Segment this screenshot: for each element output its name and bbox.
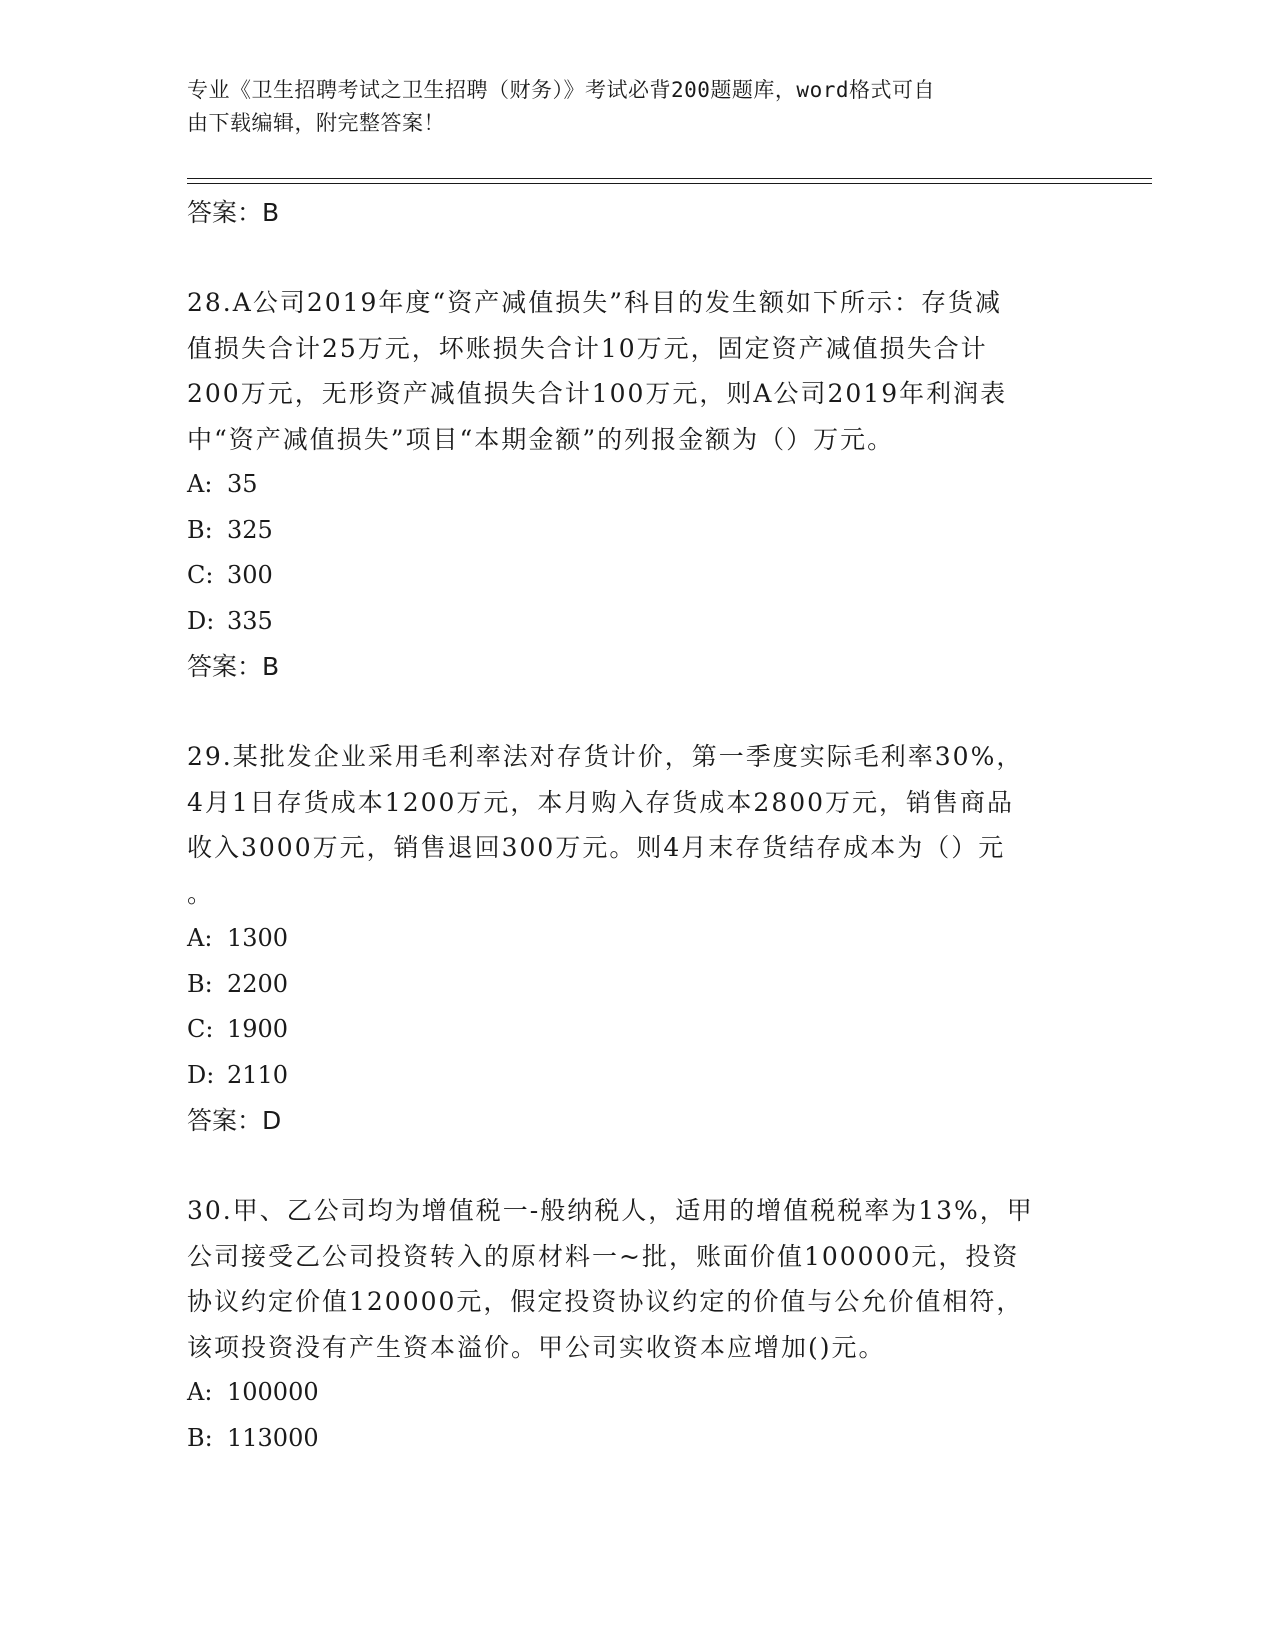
question-line: 28.A公司2019年度“资产减值损失”科目的发生额如下所示：存货减	[187, 288, 1002, 317]
question-line: 200万元，无形资产减值损失合计100万元，则A公司2019年利润表	[187, 379, 1008, 408]
question-29-options	[187, 916, 1087, 1098]
option-b	[187, 508, 1087, 554]
option-value: 1900	[227, 1015, 289, 1043]
header-divider-bottom	[187, 183, 1152, 184]
document-header	[187, 74, 1067, 140]
option-d	[187, 599, 1087, 645]
option-letter: C:	[187, 1015, 214, 1043]
option-c	[187, 1007, 1087, 1053]
question-29-text	[187, 734, 1087, 916]
question-30-options	[187, 1370, 1087, 1461]
option-letter: B:	[187, 515, 213, 544]
option-value: 113000	[227, 1423, 319, 1452]
option-value: 335	[227, 606, 273, 635]
header-line-1: 专业《卫生招聘考试之卫生招聘（财务）》考试必背200题题库，word格式可自	[187, 78, 935, 102]
question-line: 值损失合计25万元，坏账损失合计10万元，固定资产减值损失合计	[187, 333, 988, 363]
option-letter: A:	[187, 1378, 213, 1406]
header-divider-top	[187, 178, 1152, 179]
option-letter: C:	[187, 561, 214, 589]
option-a	[187, 1370, 1087, 1416]
option-value: 2110	[227, 1060, 289, 1089]
option-letter: A:	[187, 924, 213, 952]
answer-line: 答案：B	[187, 198, 280, 227]
question-28-options	[187, 462, 1087, 644]
question-line: 4月1日存货成本1200万元，本月购入存货成本2800万元，销售商品	[187, 787, 1015, 817]
option-value: 300	[227, 561, 273, 589]
question-line: 该项投资没有产生资本溢价。甲公司实收资本应增加()元。	[187, 1332, 886, 1362]
option-value: 325	[227, 515, 273, 544]
option-value: 35	[227, 470, 258, 498]
question-line: 29.某批发企业采用毛利率法对存货计价，第一季度实际毛利率30%，	[187, 742, 1024, 771]
option-b	[187, 962, 1087, 1008]
option-letter: B:	[187, 1423, 213, 1452]
question-30-text	[187, 1188, 1087, 1370]
option-value: 1300	[227, 924, 289, 952]
option-value: 2200	[227, 969, 289, 998]
question-line: 协议约定价值120000元，假定投资协议约定的价值与公允价值相符，	[187, 1287, 1024, 1316]
option-a	[187, 916, 1087, 962]
question-28-answer: 答案：B	[187, 652, 280, 681]
option-value: 100000	[227, 1378, 319, 1406]
option-d	[187, 1053, 1087, 1099]
header-line-2: 由下载编辑，附完整答案！	[187, 111, 445, 135]
option-letter: D:	[187, 606, 215, 635]
question-line: 收入3000万元，销售退回300万元。则4月末存货结存成本为（）元	[187, 833, 1006, 862]
option-letter: B:	[187, 969, 213, 998]
question-28-text	[187, 280, 1087, 462]
question-line: 30.甲、乙公司均为增值税一-般纳税人，适用的增值税税率为13%，甲	[187, 1196, 1034, 1225]
option-a	[187, 462, 1087, 508]
option-letter: D:	[187, 1060, 215, 1089]
question-line: 中“资产减值损失”项目“本期金额”的列报金额为（）万元。	[187, 424, 895, 454]
document-body	[187, 190, 1087, 1461]
question-29-answer: 答案：D	[187, 1106, 282, 1135]
option-c	[187, 553, 1087, 599]
question-line: 。	[187, 878, 215, 908]
option-letter: A:	[187, 470, 213, 498]
option-b	[187, 1416, 1087, 1462]
question-line: 公司接受乙公司投资转入的原材料一~批，账面价值100000元，投资	[187, 1241, 1020, 1271]
